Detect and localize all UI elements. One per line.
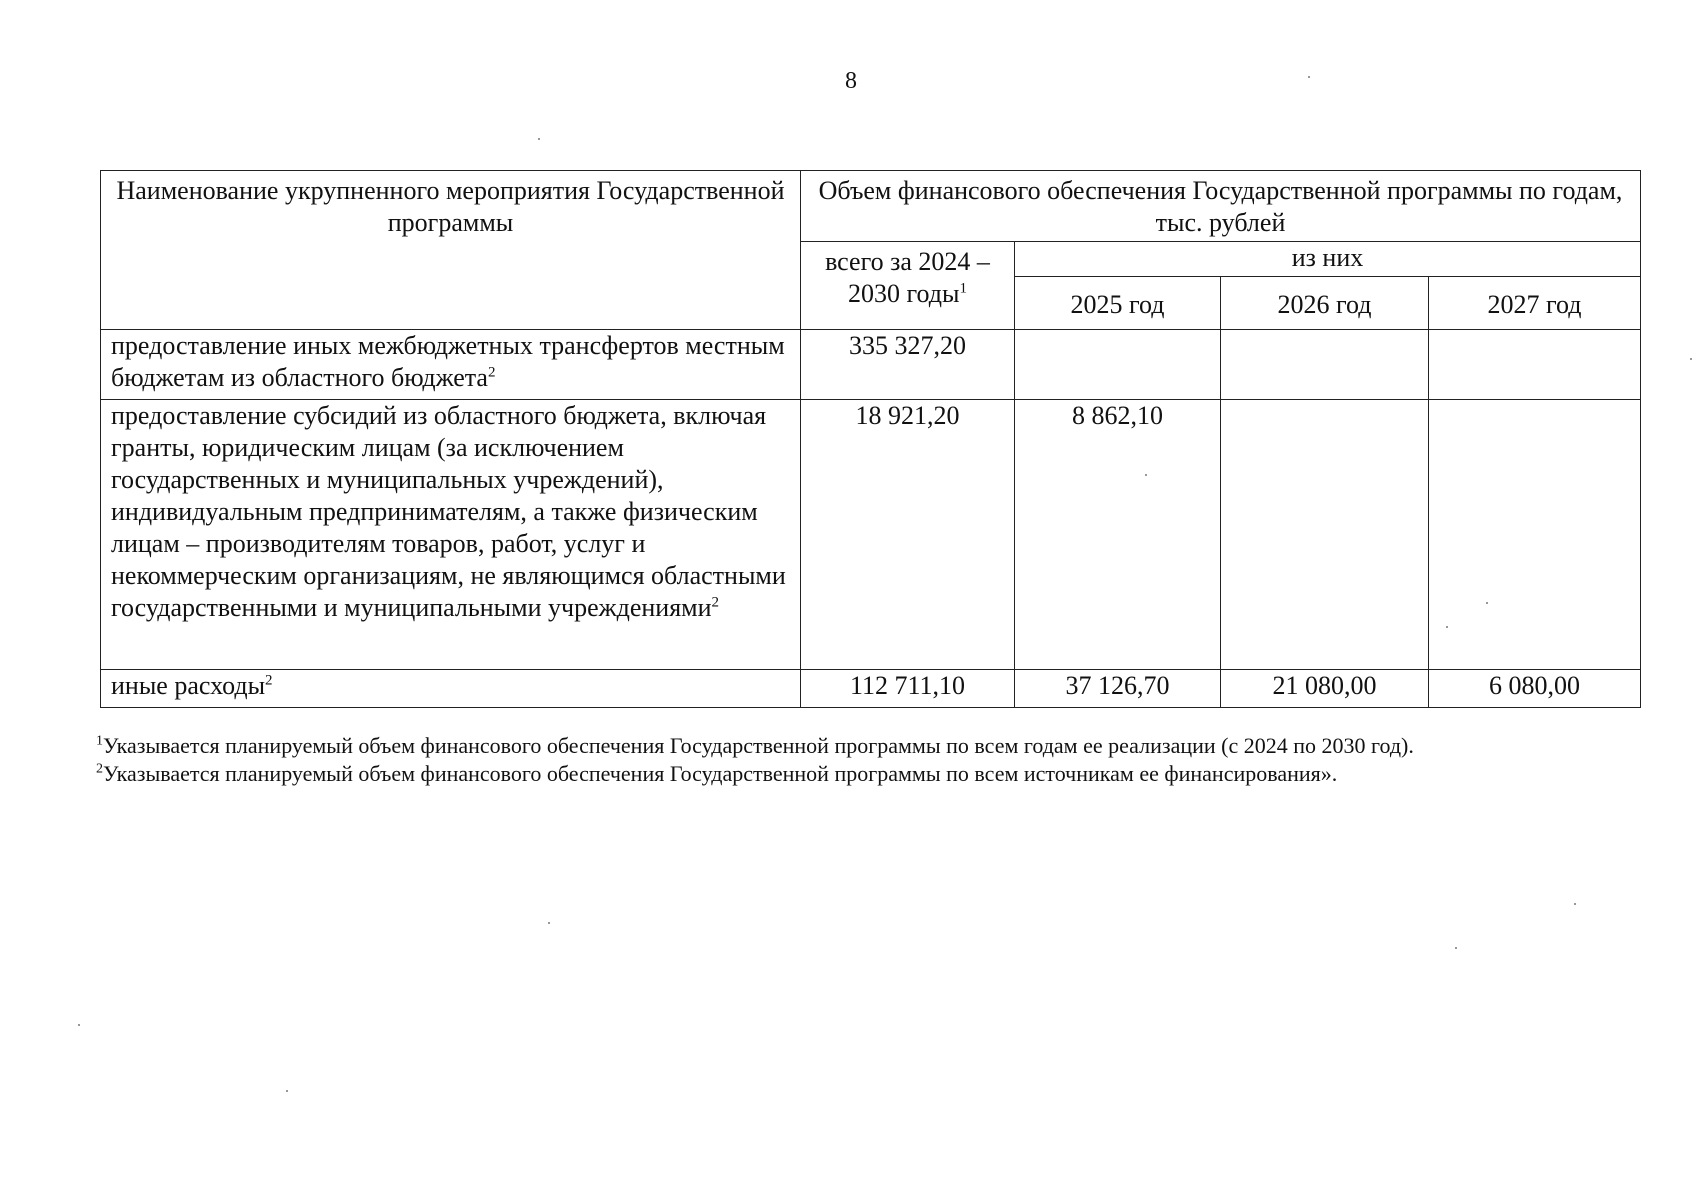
header-activity-name: Наименование укрупненного мероприятия Государственной программы xyxy=(101,171,801,330)
header-financing-volume: Объем финансового обеспечения Государственной программы по годам, тыс. рублей xyxy=(801,171,1641,242)
row-activity-name xyxy=(101,330,801,400)
row-activity-name xyxy=(101,670,801,708)
cell-total: 112 711,10 xyxy=(801,670,1015,708)
footnote-marker: 1 xyxy=(959,280,967,297)
footnotes xyxy=(96,732,1656,788)
scan-speck xyxy=(1446,626,1448,628)
scan-speck xyxy=(78,1024,80,1026)
table-header-row xyxy=(101,171,1641,242)
cell-total: 18 921,20 xyxy=(801,400,1015,670)
footnote-marker: 2 xyxy=(265,672,273,689)
header-total-2024-2030 xyxy=(801,242,1015,330)
scan-speck xyxy=(286,1090,288,1092)
header-year-2026: 2026 год xyxy=(1221,277,1429,330)
scan-speck xyxy=(1486,602,1488,604)
footnote-text: Указывается планируемый объем финансового обеспечения Государственной программы по всем годам ее реализации (с 2024 по 2030 год). xyxy=(103,733,1414,758)
scan-speck xyxy=(1455,947,1457,949)
cell-2025: 8 862,10 xyxy=(1015,400,1221,670)
footnote-marker: 2 xyxy=(487,364,496,381)
table-row xyxy=(101,330,1641,400)
cell-total: 335 327,20 xyxy=(801,330,1015,400)
cell-2025: 37 126,70 xyxy=(1015,670,1221,708)
footnote-1 xyxy=(96,732,1656,760)
scan-speck xyxy=(1690,358,1692,360)
scan-speck xyxy=(1308,76,1310,78)
footnote-text: Указывается планируемый объем финансового обеспечения Государственной программы по всем источникам ее финансирования». xyxy=(103,761,1338,786)
scan-speck xyxy=(548,922,550,924)
header-of-them: из них xyxy=(1015,242,1641,277)
scan-speck xyxy=(538,138,540,140)
scan-speck xyxy=(1574,903,1576,905)
table-row xyxy=(101,400,1641,670)
header-year-2027: 2027 год xyxy=(1429,277,1641,330)
header-year-2025: 2025 год xyxy=(1015,277,1221,330)
cell-2026: 21 080,00 xyxy=(1221,670,1429,708)
cell-2027 xyxy=(1429,400,1641,670)
cell-2027: 6 080,00 xyxy=(1429,670,1641,708)
footnote-2 xyxy=(96,760,1656,788)
cell-2027 xyxy=(1429,330,1641,400)
header-total-label: всего за 2024 – 2030 годы xyxy=(825,247,990,308)
footnote-marker: 2 xyxy=(96,761,103,777)
cell-2026 xyxy=(1221,400,1429,670)
cell-2025 xyxy=(1015,330,1221,400)
row-name-text: предоставление иных межбюджетных трансфертов местным бюджетам из областного бюджета xyxy=(111,331,785,392)
footnote-marker: 1 xyxy=(96,733,103,749)
table-row xyxy=(101,670,1641,708)
row-activity-name xyxy=(101,400,801,670)
financing-table xyxy=(100,170,1641,708)
cell-2026 xyxy=(1221,330,1429,400)
row-name-text: предоставление субсидий из областного бюджета, включая гранты, юридическим лицам (за исключением государственных и муниципальных учреждений), индивидуальным предпринимателям, а также физическим лицам – производителям товаров, работ, услуг и некоммерческим организациям, не являющимся областными государственными и муниципальными учреждениями xyxy=(111,401,786,622)
page-number: 8 xyxy=(845,68,857,94)
scan-speck xyxy=(1145,474,1147,476)
row-name-text: иные расходы xyxy=(111,671,266,700)
footnote-marker: 2 xyxy=(711,594,720,611)
